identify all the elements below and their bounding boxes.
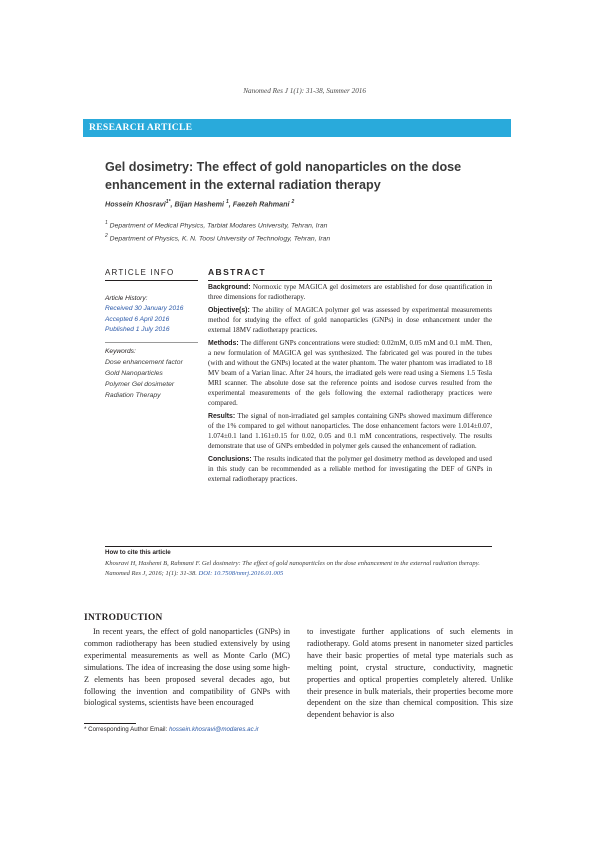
abstract-methods	[208, 339, 492, 409]
author-sup: 2	[291, 199, 295, 205]
abstract-body	[208, 283, 492, 489]
author-name: Hossein Khosravi	[105, 199, 166, 209]
introduction-heading: INTRODUCTION	[84, 613, 163, 623]
received-date: Received 30 January 2016	[105, 305, 184, 313]
keyword: Polymer Gel dosimeter	[105, 381, 175, 389]
abstract-section-label: Conclusions:	[208, 456, 252, 464]
author-sup: 1	[225, 199, 229, 205]
citation-text: Khosravi H, Hashemi B, Rahmani F. Gel dosimetry: The effect of gold nanoparticles on the dose enhancement in the external radiation therapy. Nanomed Res J, 2016; 1(1): 31-38.	[105, 560, 480, 577]
keywords-label: Keywords:	[105, 347, 136, 355]
abstract-section-text: The signal of non-irradiated gel samples containing GNPs showed maximum difference of the 1% compared to gel without nanoparticles. The dose enhancement factors were 1.014±0.07, 1.074±0.1 land 1.161±0.15 for 0.02, 0.05 and 0.1 mM concentrations, respectively. The results demonstrate that use of GNPs embedded in polymer gels caused the enhancement of radiation.	[208, 412, 492, 451]
abstract-section-text: Normoxic type MAGICA gel dosimeters are established for dose quantification in three dimensions for radiotherapy.	[208, 283, 492, 301]
author-list: Hossein Khosravi$^{1*}$, Bijan Hashemi $^1$, Faezeh Rahmani $^2$	[105, 199, 295, 209]
author-email-link[interactable]: hossein.khosravi@modares.ac.ir	[168, 726, 259, 733]
keyword: Dose enhancement factor	[105, 359, 183, 367]
abstract-conclusions	[208, 455, 492, 485]
article-info-heading: ARTICLE INFO	[105, 268, 175, 277]
affiliation-text: Department of Physics, K. N. Toosi University of Technology, Tehran, Iran	[109, 235, 331, 243]
article-title: Gel dosimetry: The effect of gold nanoparticles on the dose enhancement in the external radiation therapy	[105, 160, 462, 192]
abstract-rule	[208, 280, 492, 281]
abstract-section-text: The results indicated that the polymer gel dosimetry method as developed and used in this study can be recommended as a reliable method for investigating the DEF of GNPs in external radiotherapy practices.	[208, 455, 492, 484]
article-history	[105, 294, 205, 401]
article-type-label: RESEARCH ARTICLE	[89, 122, 193, 133]
keyword: Gold Nanoparticles	[105, 370, 163, 378]
introduction-left-column: In recent years, the effect of gold nanoparticles (GNPs) in common radiotherapy has been studied extensively by using experimental measurements as well as Monte Carlo (MC) simulations. The idea of increasing the dose using some high-Z elements has been proposed several decades ago, but following the invention and compatibility of GNPs with biological systems, scientists have been encouraged	[84, 627, 290, 708]
corresponding-author-footnote	[84, 726, 259, 733]
abstract-section-label: Objective(s):	[208, 307, 250, 315]
affiliation	[105, 233, 495, 242]
citation-rule	[105, 546, 492, 547]
abstract-section-text: The different GNPs concentrations were studied: 0.02mM, 0.05 mM and 0.1 mM. Then, a new formulation of MAGICA gel was synthesized. The fabricated gel was poured in the tubes (with and without the GNPs) located at the water phantom. The water phantom was irradiated to 18 MV beam of a Varian linac. After 24 hours, the irradiated gels were read using a Siemens 1.5 Tesla MRI scanner. The absolute dose sat the reference points and isodose curves resulted from the experimental measurements of the gels following the external radiotherapy practices were compared.	[208, 339, 493, 408]
abstract-background	[208, 283, 492, 303]
published-date: Published 1 July 2016	[105, 326, 170, 334]
introduction-right-column: to investigate further applications of such elements in radiotherapy. Gold atoms present in nanometer sized particles have their basic properties of metal type materials such as melting point, crystal structure, conductivity, magnetic properties and optical properties completely altered. Unlike their presence in bulk materials, their properties become more dependent on the size than chemical composition. This size dependent behavior is also	[307, 627, 513, 720]
history-label: Article History:	[105, 295, 148, 302]
author-sup: 1*	[165, 199, 171, 205]
history-divider	[105, 342, 198, 343]
journal-reference: Nanomed Res J 1(1): 31-38, Summer 2016	[243, 87, 366, 95]
abstract-heading: ABSTRACT	[208, 267, 266, 277]
citation-heading: How to cite this article	[105, 549, 171, 556]
abstract-objectives	[208, 306, 492, 336]
doi-link[interactable]: DOI: 10.7508/nmrj.2016.01.005	[198, 569, 284, 577]
affiliation	[105, 220, 495, 229]
affiliation-sup: 2	[105, 233, 108, 239]
abstract-section-label: Results:	[208, 413, 236, 421]
abstract-section-text: The ability of MAGICA polymer gel was assessed by experimental measurements method for studying the effect of gold nanoparticles (GNPs) in dose enhancement under the external 18MV radiotherapy practices.	[208, 306, 493, 335]
footnote-label: * Corresponding Author Email:	[84, 726, 168, 733]
accepted-date: Accepted 6 April 2016	[105, 315, 170, 323]
affiliation-text: Department of Medical Physics, Tarbiat Modares University, Tehran, Iran	[109, 222, 328, 230]
article-type-banner	[83, 119, 511, 137]
citation-block	[105, 559, 492, 578]
author-name: Bijan Hashemi	[174, 199, 224, 209]
abstract-results	[208, 412, 492, 452]
abstract-section-label: Methods:	[208, 340, 239, 348]
article-info-rule	[105, 280, 198, 281]
footnote-rule	[84, 723, 136, 724]
abstract-section-label: Background:	[208, 284, 251, 291]
affiliation-sup: 1	[105, 220, 108, 226]
author-name: Faezeh Rahmani	[232, 199, 290, 209]
keyword: Radiation Therapy	[105, 392, 161, 400]
